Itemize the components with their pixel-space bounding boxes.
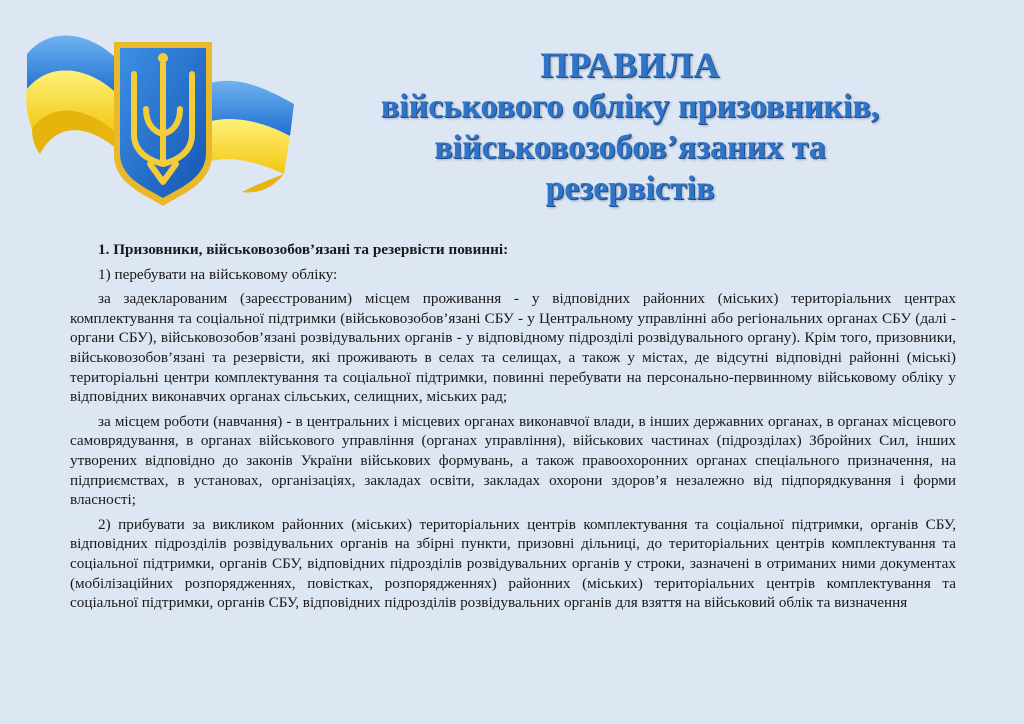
- emblem: [22, 14, 302, 214]
- title-line-3: резервістів: [545, 170, 715, 207]
- title-line-2: військовозобов’язаних та: [434, 129, 826, 166]
- document-body: [70, 240, 956, 618]
- paragraph-1: за задекларованим (зареєстрованим) місцем проживання - у відповідних районних (міських) територіальних центрах комплектування та соціальної підтримки (військовозобов’язані СБУ - у Центральному управлінні або регіональних органах СБУ (далі - органи СБУ), військовозобов’язані розвідувальних органів - у відповідному підрозділі розвідувального органу). Крім того, призовники, військовозобов’язані та резервісти, які проживають в селах та селищах, а також у містах, де відсутні відповідні районні (міські) територіальні центри комплектування та соціальної підтримки, повинні перебувати на персонально-первинному військовому обліку у відповідних виконавчих органах сільських, селищних, міських рад;: [70, 290, 956, 406]
- document-title: [330, 44, 930, 209]
- section-heading: 1. Призовники, військовозобов’язані та резервісти повинні:: [98, 241, 509, 258]
- title-line-1: військового обліку призовників,: [380, 88, 880, 125]
- paragraph-3: 2) прибувати за викликом районних (міських) територіальних центрів комплектування та соціальної підтримки, органів СБУ, відповідних підрозділів розвідувальних органів на збірні пункти, призовні дільниці, до територіальних центрів комплектування та соціальної підтримки, органів СБУ, відповідних підрозділів розвідувальних органів у строки, зазначені в отриманих ними документах (мобілізаційних розпорядженнях, повістках, розпорядженнях) районних (міських) територіальних центрів комплектування та соціальної підтримки, органів СБУ, відповідних підрозділів розвідувальних органів для взяття на військовий облік та визначення: [70, 515, 956, 612]
- paragraph-2: за місцем роботи (навчання) - в центральних і місцевих органах виконавчої влади, в інших державних органах, в органах місцевого самоврядування, в органах військового управління (органах управління), військових частинах (підрозділах) Збройних Сил, інших утворених відповідно до законів України військових формувань, а також правоохоронних органах спеціального призначення, на підприємствах, в установах, організаціях, закладах освіти, закладах охорони здоров’я незалежно від підпорядкування і форми власності;: [70, 412, 956, 509]
- item-1: 1) перебувати на військовому обліку:: [98, 265, 338, 283]
- flag-ribbon-icon: [22, 14, 302, 214]
- title-main: ПРАВИЛА: [540, 45, 720, 85]
